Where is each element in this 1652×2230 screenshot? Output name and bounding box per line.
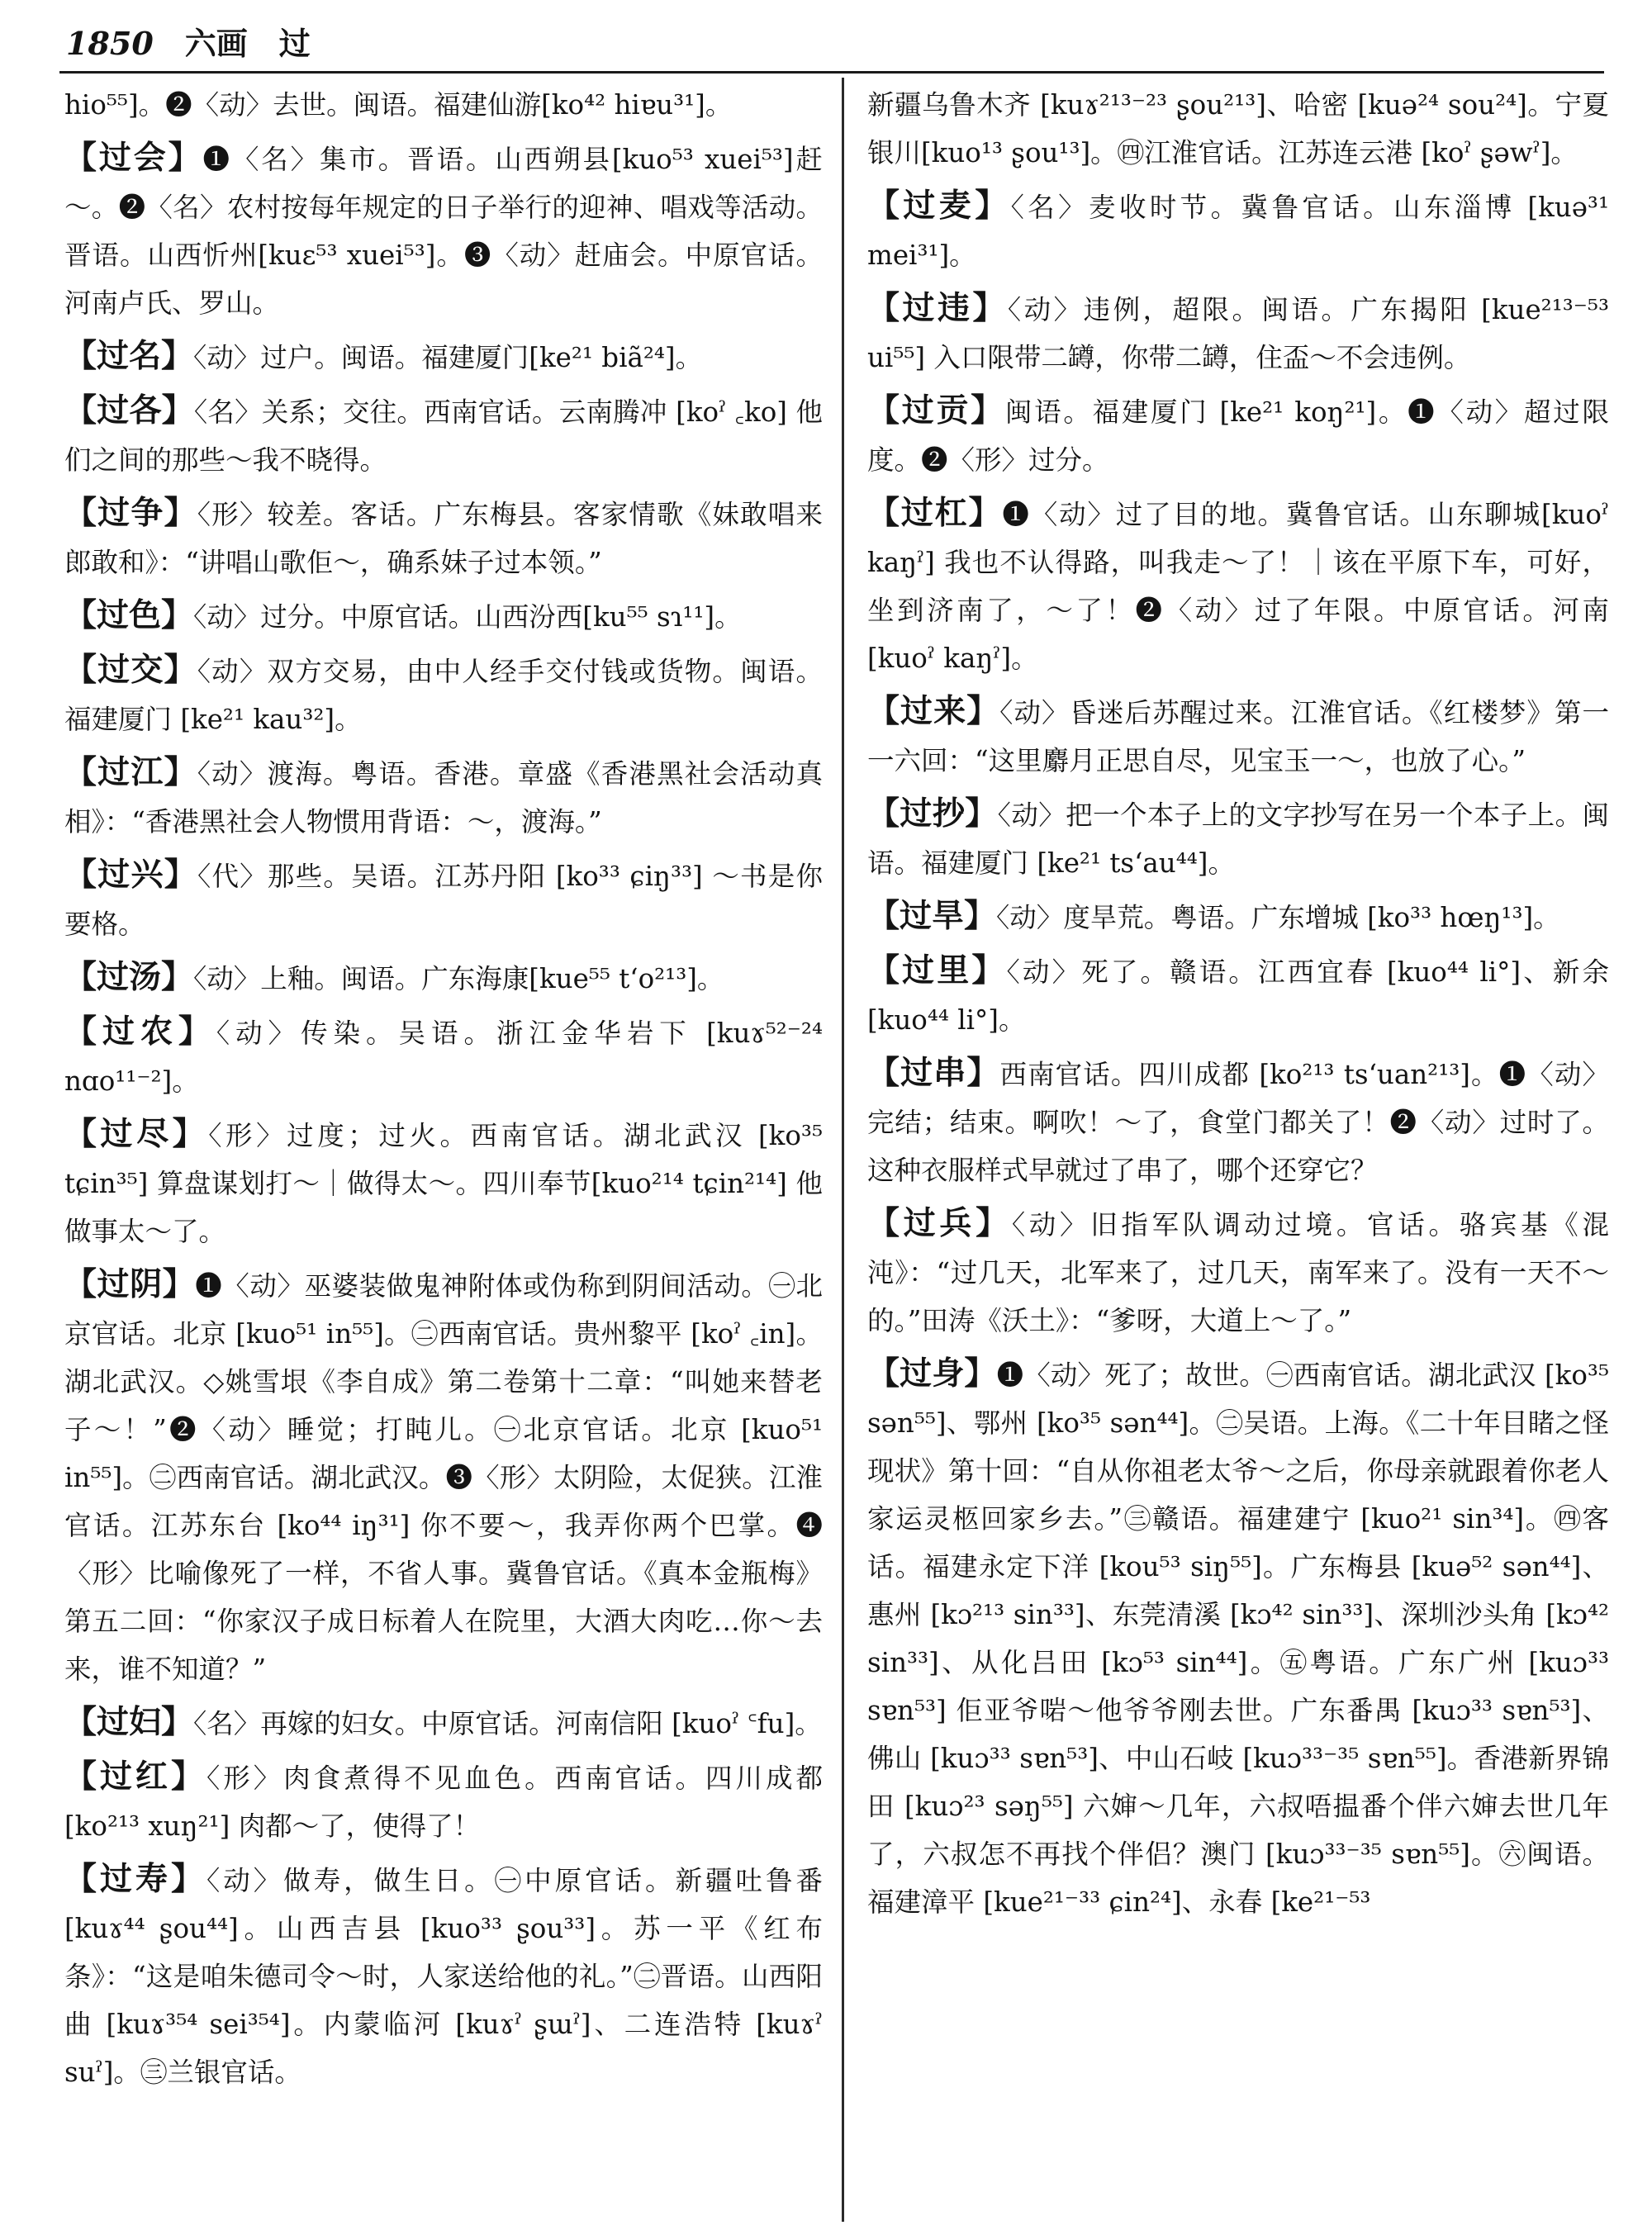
entry-headword: 【过江】	[64, 753, 197, 791]
dictionary-entry	[64, 591, 823, 641]
dictionary-entry	[867, 387, 1609, 484]
entry-headword: 【过色】	[64, 596, 194, 634]
entry-definition: 〈形〉肉食煮得不见血色。西南官话。四川成都 [ko²¹³ xuŋ²¹] 肉都～了，使得了！	[64, 1763, 823, 1842]
continuation-text: 新疆乌鲁木齐 [kuɤ²¹³⁻²³ ʂou²¹³]、哈密 [kuə²⁴ sou²⁴]。宁夏银川[kuo¹³ ʂou¹³]。㊃江淮官话。江苏连云港 [koˀ ʂəwˀ]。	[867, 89, 1609, 168]
entry-definition: 〈名〉关系；交往。西南官话。云南腾冲 [koˀ ꜀ko] 他们之间的那些～我不晓得。	[64, 396, 823, 476]
entry-definition: 〈动〉上釉。闽语。广东海康[kue⁵⁵ tʻo²¹³]。	[193, 963, 724, 994]
dictionary-entry	[867, 790, 1609, 887]
dictionary-entry	[64, 1855, 823, 2096]
entry-definition: 闽语。福建厦门 [ke²¹ koŋ²¹]。❶〈动〉超过限度。❷〈形〉过分。	[867, 396, 1609, 476]
dictionary-entry	[64, 1260, 823, 1693]
entry-headword: 【过汤】	[64, 958, 194, 996]
header-rule	[59, 71, 1604, 74]
left-column	[64, 81, 823, 2212]
header-character: 过	[278, 25, 311, 62]
dictionary-entry	[867, 284, 1609, 382]
entry-headword: 【过寿】	[64, 1860, 206, 1898]
dictionary-entry	[867, 1199, 1609, 1345]
entry-definition: 〈名〉再嫁的妇女。中原官话。河南信阳 [kuoˀ ꜂fu]。	[193, 1708, 822, 1739]
dictionary-entry	[867, 182, 1609, 279]
right-column	[867, 81, 1609, 2212]
entry-definition: 〈动〉传染。吴语。浙江金华岩下 [kuɤ⁵²⁻²⁴ nɑo¹¹⁻²]。	[64, 1018, 823, 1097]
entry-headword: 【过兵】	[867, 1204, 1012, 1242]
dictionary-entry	[867, 489, 1609, 682]
entry-definition: ❶〈动〉巫婆装做鬼神附体或伪称到阴间活动。㊀北京官话。北京 [kuo⁵¹ in⁵⁵]。㊁西南官话。贵州黎平 [koˀ ꜀in]。湖北武汉。◇姚雪垠《李自成》第二卷第十二章：“叫她来替老子～！”❷〈动〉睡觉；打盹儿。㊀北京官话。北京 [kuo⁵¹ in⁵⁵]。㊁西南官话。湖北武汉。❸〈形〉太阴险，太促狭。江淮官话。江苏东台 [ko⁴⁴ iŋ³¹] 你不要～，我弄你两个巴掌。❹〈形〉比喻像死了一样，不省人事。冀鲁官话。《真本金瓶梅》第五二回：“你家汉子成日标着人在院里，大酒大肉吃…你～去来，谁不知道？”	[64, 1270, 823, 1685]
dictionary-entry	[64, 646, 823, 743]
entry-definition: 〈动〉做寿，做生日。㊀中原官话。新疆吐鲁番 [kuɤ⁴⁴ ʂou⁴⁴]。山西吉县 [kuo³³ ʂou³³]。苏一平《红布条》：“这是咱朱德司令～时，人家送给他的礼。”㊁晋语。山西阳曲 [kuɤ³⁵⁴ sei³⁵⁴]。内蒙临河 [kuɤˀ ʂɯˀ]、二连浩特 [kuɤˀ suˀ]。㊂兰银官话。	[64, 1865, 823, 2088]
entry-headword: 【过麦】	[867, 187, 1011, 225]
entry-definition: ❶〈名〉集市。晋语。山西朔县[kuo⁵³ xuei⁵³]赶～。❷〈名〉农村按每年规定的日子举行的迎神、唱戏等活动。晋语。山西忻州[kuɛ⁵³ xuei⁵³]。❸〈动〉赶庙会。中原官话。河南卢氏、罗山。	[64, 144, 823, 319]
entry-headword: 【过红】	[64, 1758, 206, 1796]
entry-headword: 【过抄】	[867, 795, 998, 833]
entry-definition: 〈动〉把一个本子上的文字抄写在另一个本子上。闽语。福建厦门 [ke²¹ tsʻau⁴⁴]。	[867, 799, 1609, 879]
entry-headword: 【过身】	[867, 1355, 997, 1393]
entry-headword: 【过里】	[867, 951, 1007, 989]
dictionary-entry	[64, 748, 823, 846]
entry-headword: 【过交】	[64, 651, 197, 689]
entry-headword: 【过妇】	[64, 1703, 194, 1741]
entry-headword: 【过尽】	[64, 1115, 209, 1153]
entry-definition: 〈动〉旧指军队调动过境。官话。骆宾基《混沌》：“过几天，北军来了，过几天，南军来了。没有一天不～的。”田涛《沃土》：“爹呀，大道上～了。”	[867, 1209, 1609, 1336]
entry-headword: 【过兴】	[64, 856, 197, 894]
continuation-text: hio⁵⁵]。❷〈动〉去世。闽语。福建仙游[ko⁴² hiɐu³¹]。	[64, 89, 733, 121]
dictionary-entry	[867, 892, 1609, 942]
entry-definition: 〈形〉较差。客话。广东梅县。客家情歌《妹敢唱来郎敢和》：“讲唱山歌佢～，确系妹子过本领。”	[64, 499, 823, 578]
entry-definition: 〈动〉过户。闽语。福建厦门[ke²¹ biã²⁴]。	[193, 342, 703, 373]
entry-definition: 〈动〉昏迷后苏醒过来。江淮官话。《红楼梦》第一一六回：“这里麝月正思自尽，见宝玉一～，也放了心。”	[867, 697, 1609, 776]
dictionary-entry	[64, 851, 823, 948]
entry-definition: 〈动〉渡海。粤语。香港。章盛《香港黑社会活动真相》：“香港黑社会人物惯用背语：～，渡海。”	[64, 758, 823, 837]
entry-headword: 【过串】	[867, 1054, 1000, 1092]
entry-definition: 〈代〉那些。吴语。江苏丹阳 [ko³³ ɕiŋ³³] ～书是你要格。	[64, 861, 823, 940]
page-header	[66, 18, 311, 61]
entry-definition: 〈动〉过分。中原官话。山西汾西[ku⁵⁵ sɿ¹¹]。	[193, 601, 742, 633]
entry-definition: 〈动〉双方交易，由中人经手交付钱或货物。闽语。福建厦门 [ke²¹ kau³²]。	[64, 656, 823, 735]
entry-definition: 〈名〉麦收时节。冀鲁官话。山东淄博 [kuə³¹ mei³¹]。	[867, 192, 1609, 271]
entry-definition: ❶〈动〉过了目的地。冀鲁官话。山东聊城[kuoˀ kaŋˀ] 我也不认得路，叫我走～了！｜该在平原下车，可好，坐到济南了，～了！❷〈动〉过了年限。中原官话。河南 [kuoˀ kaŋˀ]。	[867, 499, 1609, 674]
dictionary-entry	[64, 1753, 823, 1850]
column-divider	[842, 78, 844, 2222]
dictionary-entry	[867, 687, 1609, 785]
entry-headword: 【过名】	[64, 337, 194, 375]
dictionary-entry	[64, 489, 823, 586]
entry-definition: 〈动〉违例，超限。闽语。广东揭阳 [kue²¹³⁻⁵³ ui⁵⁵] 入口限带二罇，你带二罇，住盃～不会违例。	[867, 294, 1609, 373]
dictionary-entry	[64, 953, 823, 1003]
entry-definition: 西南官话。四川成都 [ko²¹³ tsʻuan²¹³]。❶〈动〉完结；结束。啊吹！～了，食堂门都关了！❷〈动〉过时了。这种衣服样式早就过了串了，哪个还穿它？	[867, 1059, 1609, 1186]
dictionary-entry	[867, 947, 1609, 1044]
dictionary-entry	[867, 1350, 1609, 1926]
entry-headword: 【过阴】	[64, 1265, 196, 1303]
dictionary-entry	[64, 1110, 823, 1255]
dictionary-entry	[867, 1049, 1609, 1194]
entry-definition: 〈动〉度旱荒。粤语。广东增城 [ko³³ hœŋ¹³]。	[996, 902, 1560, 933]
entry-definition: 〈动〉死了。赣语。江西宜春 [kuo⁴⁴ li°]、新余 [kuo⁴⁴ li°]。	[867, 956, 1609, 1036]
dictionary-entry	[64, 332, 823, 382]
entry-headword: 【过违】	[867, 289, 1008, 327]
dictionary-entry	[64, 1008, 823, 1105]
entry-definition: 〈形〉过度；过火。西南官话。湖北武汉 [ko³⁵ tɕin³⁵] 算盘谋划打～｜做得太～。四川奉节[kuo²¹⁴ tɕin²¹⁴] 他做事太～了。	[64, 1120, 823, 1247]
entry-headword: 【过农】	[64, 1013, 216, 1051]
entry-headword: 【过贡】	[867, 391, 1005, 429]
dictionary-entry	[64, 1698, 823, 1748]
entry-headword: 【过争】	[64, 494, 197, 532]
entry-headword: 【过会】	[64, 139, 203, 177]
page-number: 1850	[66, 25, 154, 62]
entry-definition: ❶〈动〉死了；故世。㊀西南官话。湖北武汉 [ko³⁵ sən⁵⁵]、鄂州 [ko³⁵ sən⁴⁴]。㊁吴语。上海。《二十年目睹之怪现状》第十回：“自从你祖老太爷～之后，你母亲就跟着你老人家运灵柩回家乡去。”㊂赣语。福建建宁 [kuo²¹ sin³⁴]。㊃客话。福建永定下洋 [kou⁵³ siŋ⁵⁵]。广东梅县 [kuə⁵² sən⁴⁴]、惠州 [kɔ²¹³ sin³³]、东莞清溪 [kɔ⁴² sin³³]、深圳沙头角 [kɔ⁴² sin³³]、从化吕田 [kɔ⁵³ sin⁴⁴]。㊄粤语。广东广州 [kuɔ³³ sɐn⁵³] 佢亚爷啱～他爷爷刚去世。广东番禺 [kuɔ³³ sɐn⁵³]、佛山 [kuɔ³³ sɐn⁵³]、中山石岐 [kuɔ³³⁻³⁵ sɐn⁵⁵]。香港新界锦田 [kuɔ²³ səŋ⁵⁵] 六婶～几年，六叔唔揾番个伴六婶去世几年了，六叔怎不再找个伴侣？澳门 [kuɔ³³⁻³⁵ sɐn⁵⁵]。㊅闽语。福建漳平 [kue²¹⁻³³ ɕin²⁴]、永春 [ke²¹⁻⁵³	[867, 1359, 1609, 1918]
entry-headword: 【过旱】	[867, 897, 997, 935]
section-title: 六画	[184, 25, 248, 62]
dictionary-entry	[64, 134, 823, 327]
entry-headword: 【过来】	[867, 692, 1000, 730]
entry-headword: 【过各】	[64, 391, 194, 429]
dictionary-entry	[64, 387, 823, 484]
entry-headword: 【过杠】	[867, 494, 1003, 532]
